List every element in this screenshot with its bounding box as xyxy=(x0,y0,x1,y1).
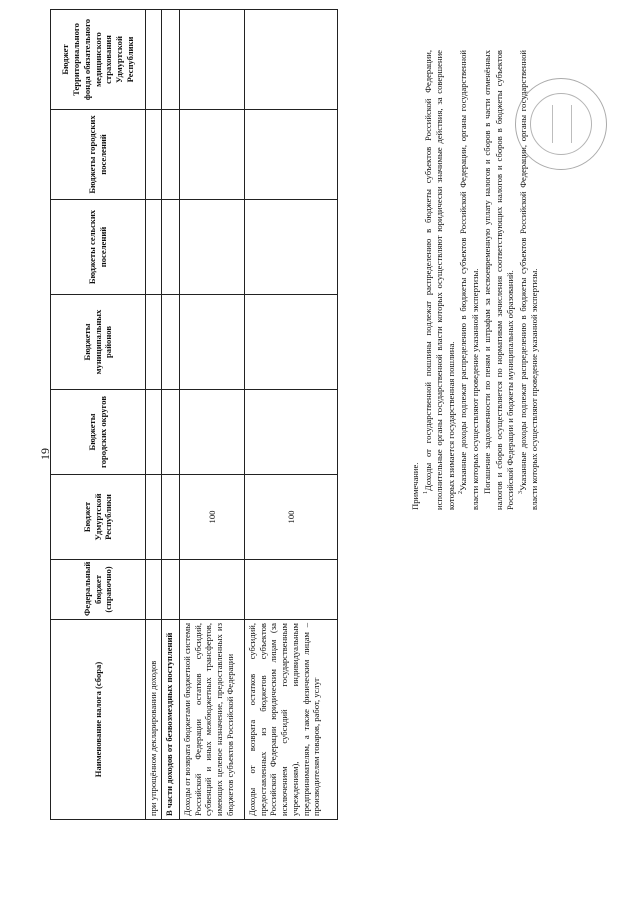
cell-republic xyxy=(146,475,162,560)
cell-city-districts xyxy=(245,390,338,475)
cell-urban-settlements xyxy=(146,110,162,200)
note-paragraph xyxy=(457,50,481,510)
row-name: Доходы от возврата бюджетами бюджетной системы Российской Федерации остатков субсидий, субвенций и иных межбюджетных трансфертов, имеющих целевое назначение, предоставленных из бюджетов субъектов Российской Федерации xyxy=(180,620,245,820)
note-text: Указанные доходы подлежат распределению в бюджеты субъектов Российской Федерации, органы государственной власти которых осуществляют проведение указанной экспертизы. xyxy=(517,50,540,510)
cell-city-districts xyxy=(162,390,180,475)
table-row xyxy=(245,10,338,820)
note-text: Доходы от государственной пошлины подлежат распределению в бюджеты субъектов Российской Федерации, исполнительные органы государственной власти которых осуществляют юридически значимые действия, за совершение которых взимается государственная пошлина. xyxy=(422,50,456,510)
header-municipal-districts: Бюджеты муниципальных районов xyxy=(51,295,146,390)
tax-distribution-table xyxy=(50,9,338,820)
footnote-marker: 2 xyxy=(458,491,465,494)
note-text: Погашение задолженности по пеням и штрафам за несвоевременную уплату налогов и сборов в части отменённых налогов и сборов осуществляется по нормативам зачисления соответствующих налогов и сборов в бюджеты субъектов Российской Федерации и бюджеты муниципальных образований. xyxy=(482,50,516,510)
cell-urban-settlements xyxy=(180,110,245,200)
cell-rural-settlements xyxy=(146,200,162,295)
cell-medical-fund xyxy=(146,10,162,110)
cell-rural-settlements xyxy=(180,200,245,295)
header-medical-insurance-fund: Бюджет Территориального фонда обязательного медицинского страхования Удмуртской Республики xyxy=(51,10,146,110)
cell-municipal-districts xyxy=(162,295,180,390)
table-header-row xyxy=(51,10,146,820)
header-republic-budget: Бюджет Удмуртской Республики xyxy=(51,475,146,560)
cell-federal xyxy=(245,560,338,620)
cell-federal xyxy=(146,560,162,620)
cell-federal xyxy=(180,560,245,620)
cell-rural-settlements xyxy=(162,200,180,295)
cell-municipal-districts xyxy=(245,295,338,390)
header-federal-budget: Федеральный бюджет (справочно) xyxy=(51,560,146,620)
cell-medical-fund xyxy=(162,10,180,110)
table-row xyxy=(146,10,162,820)
footnote-marker: 1 xyxy=(422,491,429,494)
row-name: Доходы от возврата остатков субсидий, предоставленных из бюджетов субъектов Российской Федерации юридическим лицам (за исключением субсидий государственным учреждениям), индивидуальным предпринимателям, а также физическим лицам – производителям товаров, работ, услуг xyxy=(245,620,338,820)
header-tax-name: Наименование налога (сбора) xyxy=(51,620,146,820)
footnote-marker: 3 xyxy=(517,491,524,494)
cell-urban-settlements xyxy=(245,110,338,200)
cell-municipal-districts xyxy=(180,295,245,390)
note-paragraph xyxy=(481,50,517,510)
notes-title: Примечание. xyxy=(410,462,420,510)
cell-republic xyxy=(162,475,180,560)
cell-urban-settlements xyxy=(162,110,180,200)
table-row xyxy=(180,10,245,820)
table-section-row xyxy=(162,10,180,820)
header-rural-settlements: Бюджеты сельских поселений xyxy=(51,200,146,295)
page-number: 19 xyxy=(38,448,52,460)
cell-city-districts xyxy=(146,390,162,475)
cell-federal xyxy=(162,560,180,620)
stamp-text-lines xyxy=(552,105,572,143)
cell-medical-fund xyxy=(180,10,245,110)
official-stamp xyxy=(515,78,607,170)
header-urban-settlements: Бюджеты городских поселений xyxy=(51,110,146,200)
cell-medical-fund xyxy=(245,10,338,110)
header-city-districts: Бюджеты городских округов xyxy=(51,390,146,475)
cell-rural-settlements xyxy=(245,200,338,295)
note-paragraph xyxy=(422,50,458,510)
cell-republic: 100 xyxy=(180,475,245,560)
cell-municipal-districts xyxy=(146,295,162,390)
row-name: при упрощённом декларировании доходов xyxy=(146,620,162,820)
note-text: Указанные доходы подлежат распределению в бюджеты субъектов Российской Федерации, органы государственной власти которых осуществляют проведение указанной экспертизы. xyxy=(458,50,480,510)
cell-republic: 100 xyxy=(245,475,338,560)
cell-city-districts xyxy=(180,390,245,475)
section-title: В части доходов от безвозмездных поступлений xyxy=(162,620,180,820)
